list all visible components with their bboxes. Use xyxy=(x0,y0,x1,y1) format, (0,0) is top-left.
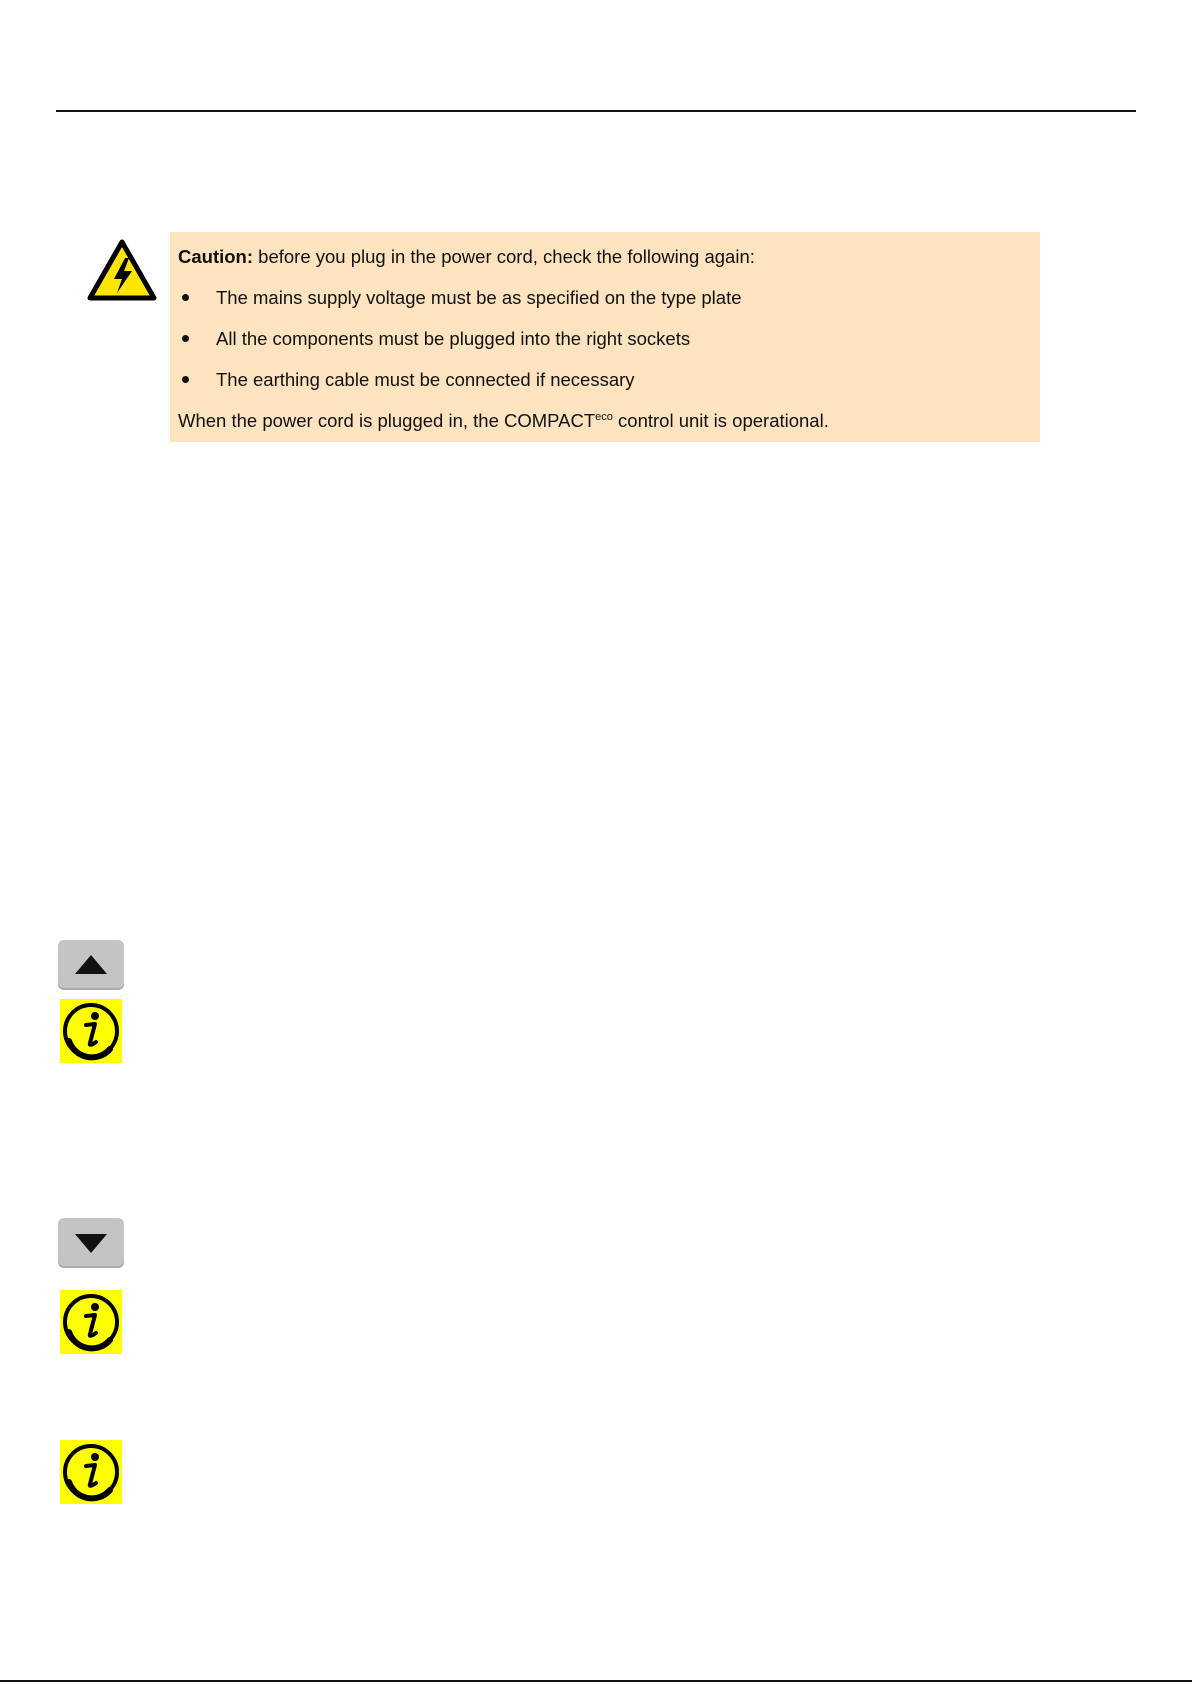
caution-item-text: The mains supply voltage must be as specified on the type plate xyxy=(216,287,742,308)
triangle-down-icon xyxy=(58,1218,124,1268)
caution-item-text: The earthing cable must be connected if necessary xyxy=(216,369,635,390)
caution-footer-sup: eco xyxy=(595,411,613,423)
caution-footer-pre: When the power cord is plugged in, the COMPACT xyxy=(178,410,596,431)
caution-footer xyxy=(178,410,829,432)
info-icon xyxy=(60,1290,122,1354)
bullet-icon xyxy=(182,294,189,301)
up-key-button xyxy=(58,940,124,990)
caution-footer-post: control unit is operational. xyxy=(612,410,829,431)
bullet-icon xyxy=(182,335,189,342)
info-icon xyxy=(60,999,122,1063)
caution-item-text: All the components must be plugged into the right sockets xyxy=(216,328,691,349)
down-key-button xyxy=(58,1218,124,1268)
header-rule xyxy=(56,110,1136,112)
electrical-hazard-warning-icon xyxy=(86,238,158,302)
caution-box xyxy=(170,232,1040,442)
bullet-icon xyxy=(182,376,189,383)
caution-intro-text: before you plug in the power cord, check the following again: xyxy=(253,246,755,267)
triangle-up-icon xyxy=(58,940,124,990)
info-icon xyxy=(60,1440,122,1504)
caution-intro xyxy=(178,246,755,268)
footer-rule xyxy=(0,1680,1192,1682)
caution-lead: Caution: xyxy=(178,246,254,267)
